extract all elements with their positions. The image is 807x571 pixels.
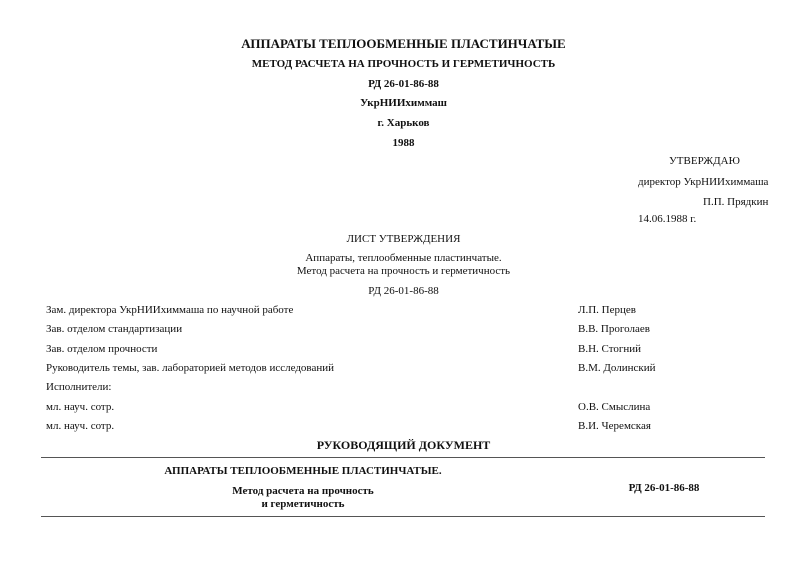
approval-sheet-title: ЛИСТ УТВЕРЖДЕНИЯ [346,233,461,245]
signatory-row [46,362,766,378]
signatory-name: В.В. Проголаев [578,323,650,335]
signatory-name: В.М. Долинский [578,362,656,374]
signatory-name: Л.П. Перцев [578,304,636,316]
signatory-name: В.Н. Стогний [578,343,642,355]
guide-title-line1: АППАРАТЫ ТЕПЛООБМЕННЫЕ ПЛАСТИНЧАТЫЕ. [164,465,442,477]
guide-title-line3: и герметичность [261,498,345,510]
divider-top [41,457,765,458]
signatory-row [46,304,766,320]
divider-bottom [41,516,765,517]
guide-heading: РУКОВОДЯЩИЙ ДОКУМЕНТ [316,438,491,452]
approval-name: П.П. Прядкин [703,196,769,208]
signatory-row [46,323,766,339]
approval-sheet-doc-number: РД 26-01-86-88 [368,285,439,297]
organization-name: УкрНИИхиммаш [360,97,447,109]
executors-label: Исполнители: [46,381,112,393]
signatory-row [46,381,766,397]
city-name: г. Харьков [377,117,430,129]
signatory-role: Зав. отделом стандартизации [46,323,183,335]
signatory-row [46,401,766,417]
document-subtitle: МЕТОД РАСЧЕТА НА ПРОЧНОСТЬ И ГЕРМЕТИЧНОСТЬ [251,58,556,70]
signatory-role: Руководитель темы, зав. лабораторией методов исследований [46,362,335,374]
approval-sheet-subject-line2: Метод расчета на прочность и герметичность [296,265,511,277]
signatory-role: мл. науч. сотр. [46,420,115,432]
signatory-row [46,343,766,359]
signatory-role: Зав. отделом прочности [46,343,158,355]
approval-position: директор УкрНИИхиммаша [638,176,769,188]
document-year: 1988 [392,137,415,149]
signatory-name: В.И. Черемская [578,420,651,432]
document-title: АППАРАТЫ ТЕПЛООБМЕННЫЕ ПЛАСТИНЧАТЫЕ [241,36,566,51]
approval-date: 14.06.1988 г. [638,213,697,225]
document-number: РД 26-01-86-88 [368,78,439,90]
guide-title-line2: Метод расчета на прочность [232,485,374,497]
approval-sheet-subject-line1: Аппараты, теплообменные пластинчатые. [305,252,502,264]
signatory-role: мл. науч. сотр. [46,401,115,413]
signatory-row [46,420,766,436]
approval-label: УТВЕРЖДАЮ [669,155,740,167]
signatory-role: Зам. директора УкрНИИхиммаша по научной работе [46,304,294,316]
guide-doc-number: РД 26-01-86-88 [628,482,700,494]
signatory-name: О.В. Смыслина [578,401,651,413]
